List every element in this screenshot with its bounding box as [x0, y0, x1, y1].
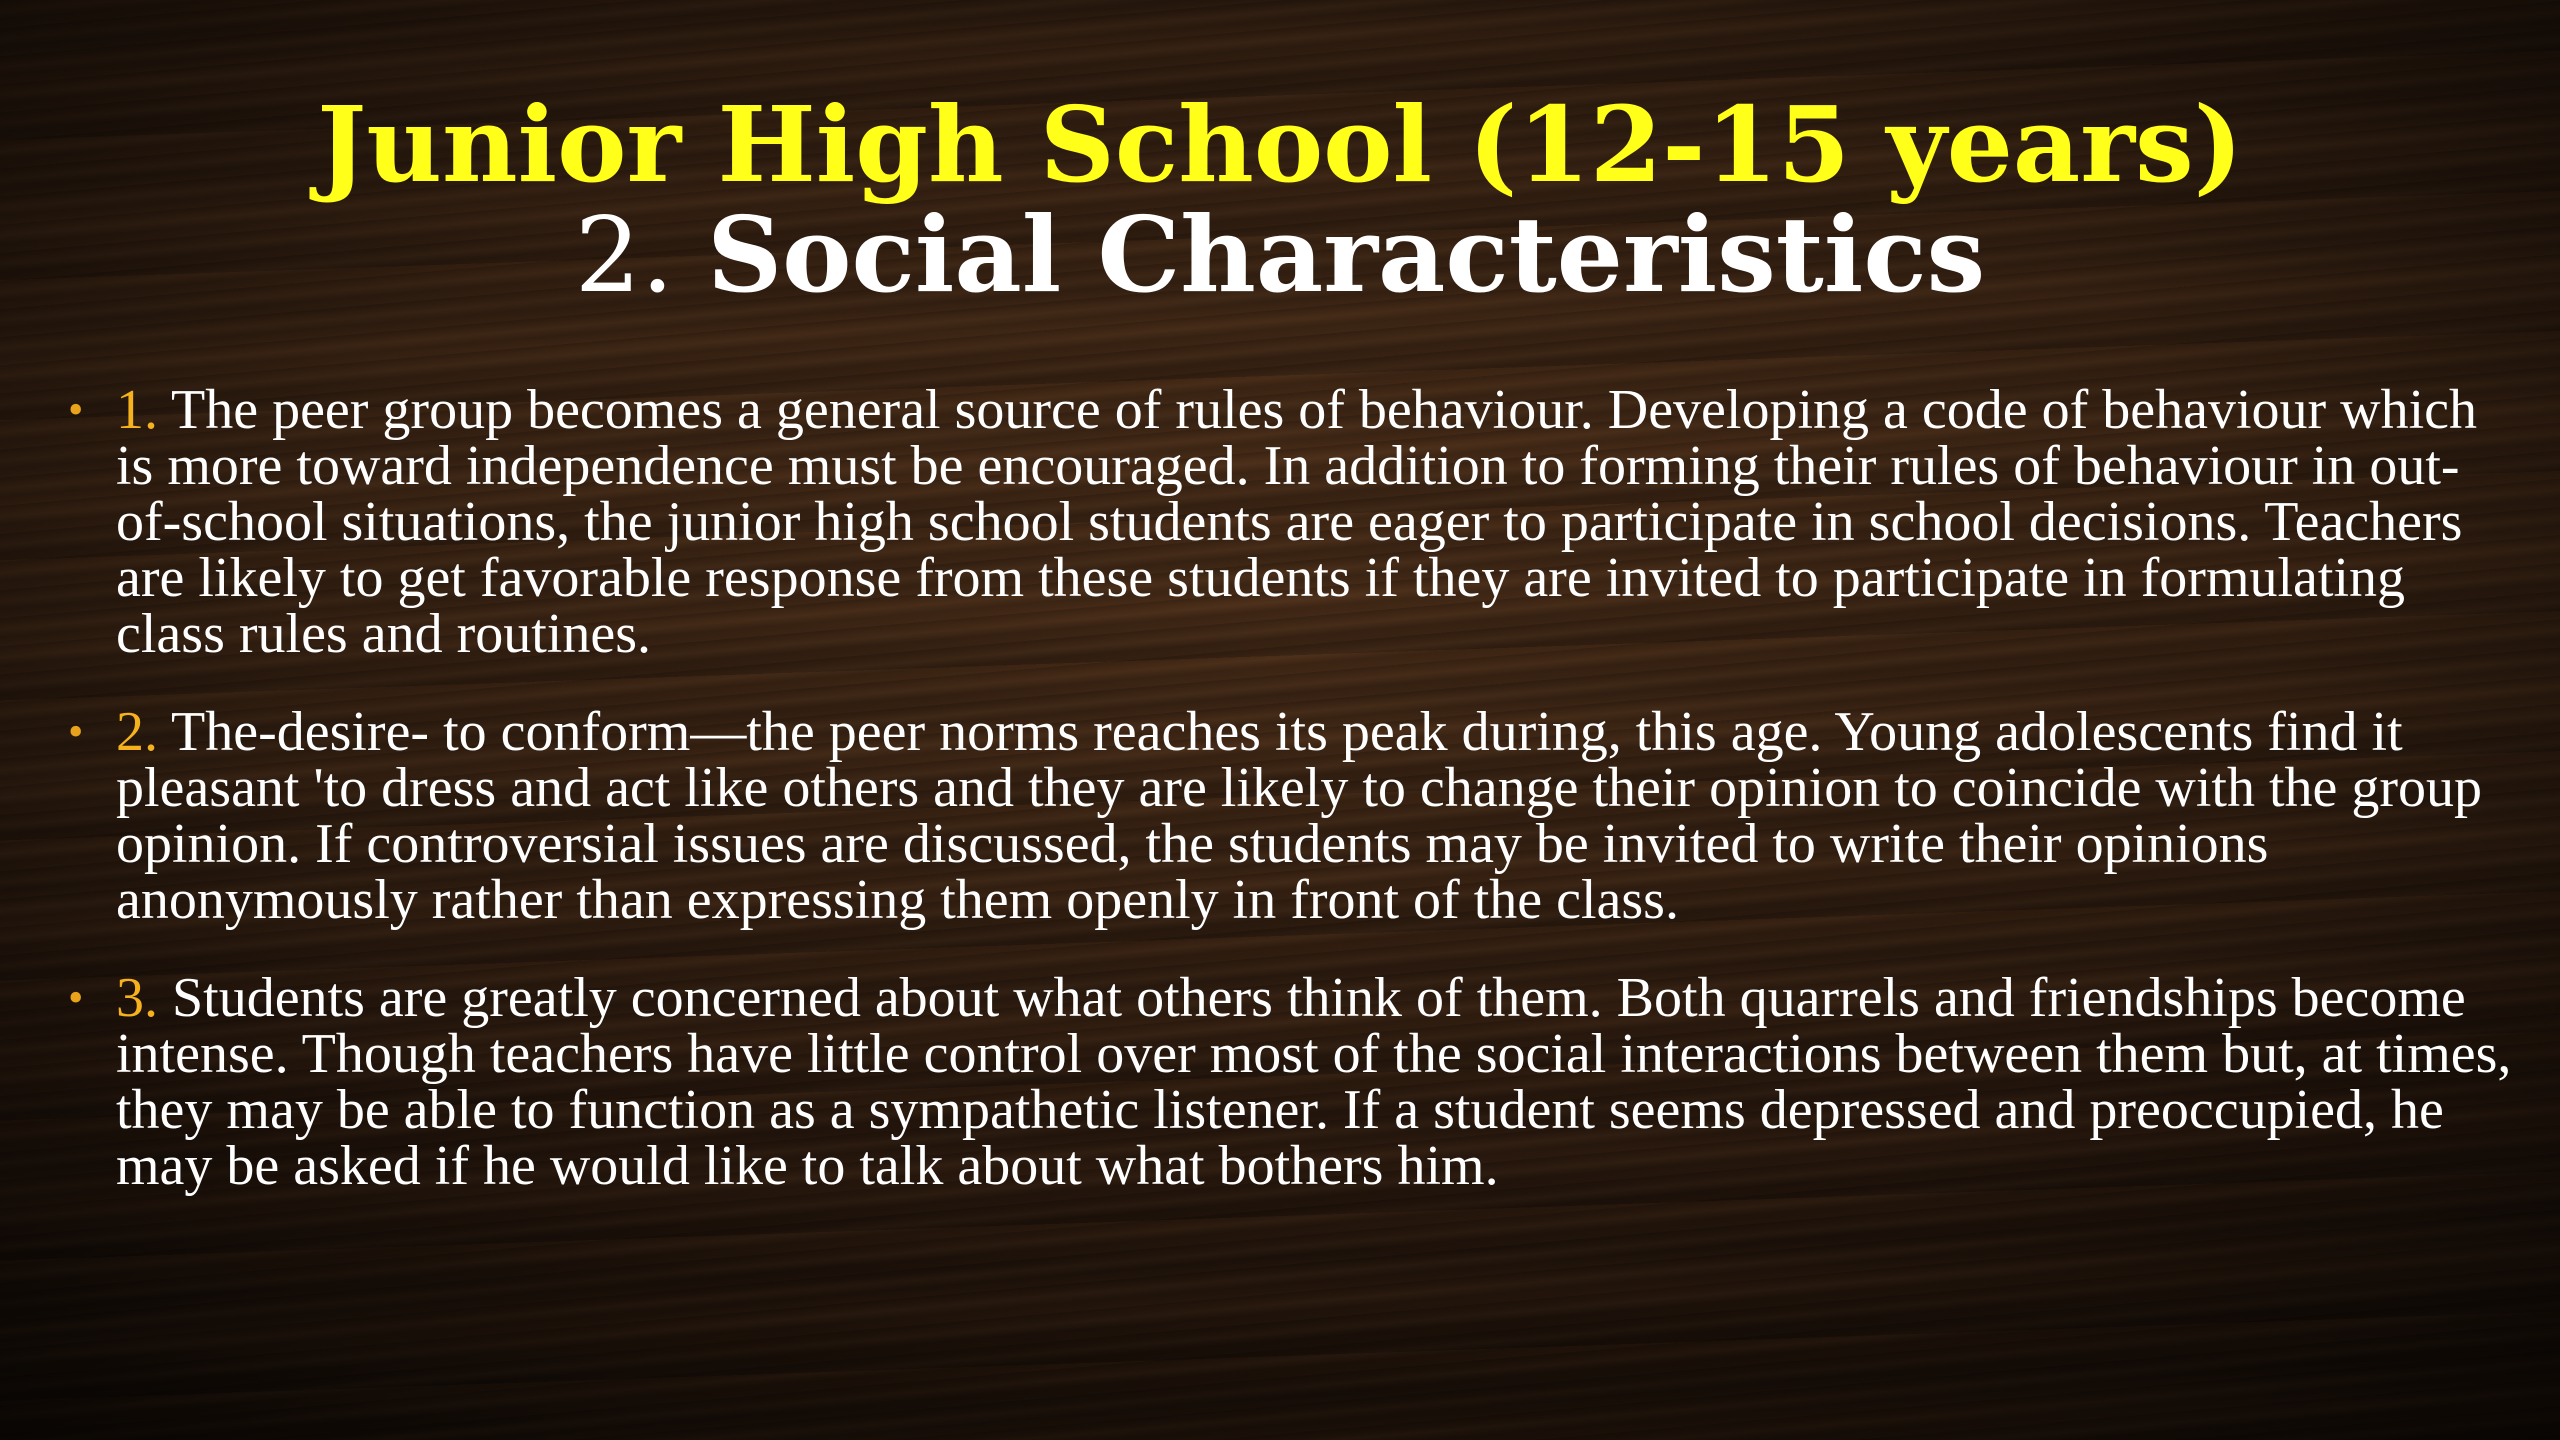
bullet-dot-icon: • [68, 973, 84, 1022]
bullet-text: The peer group becomes a general source of rules of behaviour. Developing a code of behaviour which is more toward independence must be encouraged. In addition to forming their rules of behaviour in out-of-school situations, the junior high school students are eager to participate in school decisions. Teachers are likely to get favorable response from these students if they are invited to participate in formulating class rules and routines. [116, 379, 2478, 665]
bullet-number: 3. [116, 967, 158, 1029]
bullet-item [60, 379, 2520, 665]
slide-title: Junior High School (12-15 years) [317, 83, 2243, 206]
bullet-number: 2. [116, 701, 158, 763]
bullet-text: The-desire- to conform—the peer norms reaches its peak during, this age. Young adolescents find it pleasant 'to dress and act like others and they are likely to change their opinion to coincide with the group opinion. If controversial issues are discussed, the students may be invited to write their opinions anonymously rather than expressing them openly in front of the class. [116, 701, 2483, 931]
slide-subtitle [0, 193, 2560, 316]
subtitle-text: Social Characteristics [707, 193, 1986, 316]
bullet-dot-icon: • [68, 707, 84, 756]
bullet-number: 1. [116, 379, 158, 441]
subtitle-number: 2. [574, 194, 674, 316]
bullet-item [60, 967, 2520, 1197]
title-block [0, 83, 2560, 316]
bullet-dot-icon: • [68, 385, 84, 434]
bullet-text: Students are greatly concerned about what others think of them. Both quarrels and friendships become intense. Though teachers have little control over most of the social interactions between them but, at times, they may be able to function as a sympathetic listener. If a student seems depressed and preoccupied, he may be asked if he would like to talk about what bothers him. [116, 967, 2512, 1197]
bullet-list [60, 379, 2520, 1236]
bullet-item [60, 701, 2520, 931]
